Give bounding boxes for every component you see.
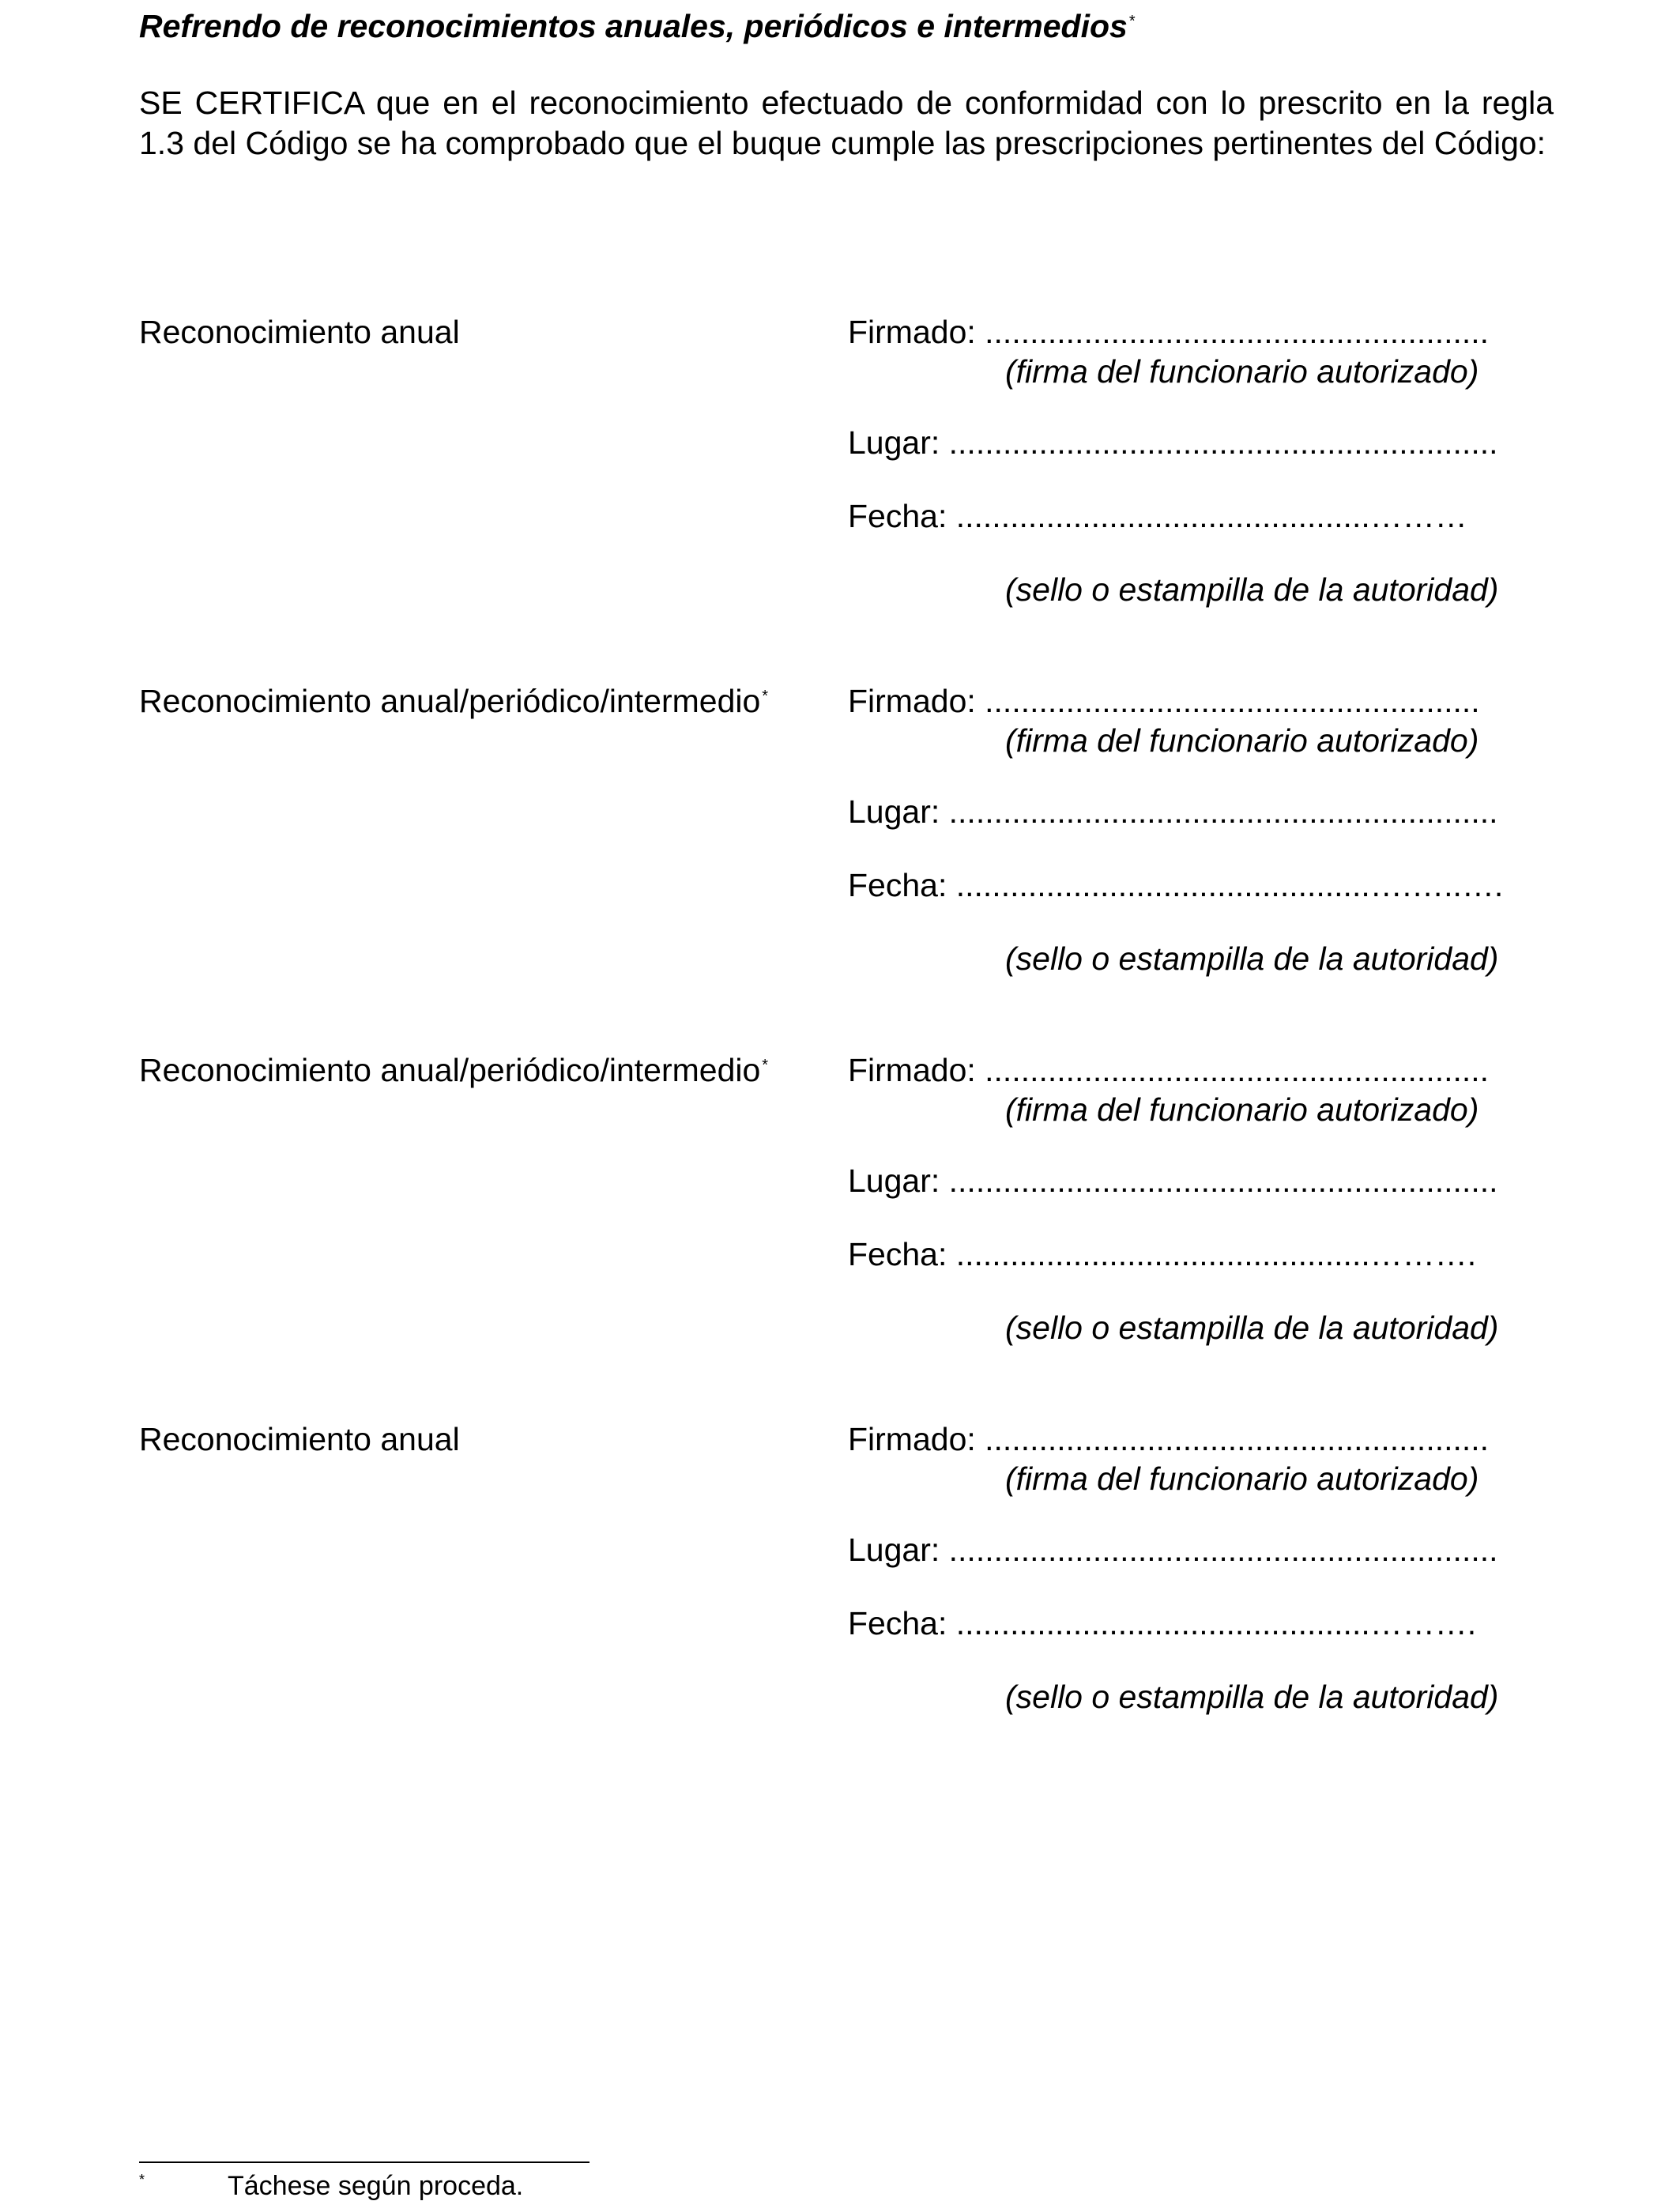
date-field: Fecha: ..............................................………: [848, 498, 1467, 534]
place-field: Lugar: .............................................................: [848, 1163, 1498, 1199]
place-field: Lugar: .............................................................: [848, 424, 1498, 461]
date-field: Fecha: ..............................................……….: [848, 1236, 1477, 1272]
endorsement-section-3: [0, 1050, 1680, 1382]
title-text: Refrendo de reconocimientos anuales, periódicos e intermedios: [139, 8, 1128, 44]
survey-type-label: [139, 681, 768, 721]
signature-caption: (firma del funcionario autorizado): [1005, 1091, 1479, 1128]
footnote: [139, 2171, 771, 2201]
footnote-separator: [139, 2161, 590, 2163]
document-title: [139, 6, 1136, 46]
place-field: Lugar: .............................................................: [848, 1532, 1498, 1568]
survey-type-text: Reconocimiento anual: [139, 314, 460, 350]
place-field: Lugar: .............................................................: [848, 793, 1498, 830]
signature-caption: (firma del funcionario autorizado): [1005, 1460, 1479, 1497]
seal-caption: (sello o estampilla de la autoridad): [1005, 1310, 1499, 1346]
endorsement-section-1: [0, 312, 1680, 644]
endorsement-section-4: [0, 1419, 1680, 1751]
seal-caption: (sello o estampilla de la autoridad): [1005, 940, 1499, 977]
signed-field: Firmado: .......................................................: [848, 683, 1480, 719]
title-footnote-ref: *: [1128, 13, 1136, 30]
footnote-text: Táchese según proceda.: [228, 2171, 524, 2201]
date-field: Fecha: ..............................................……….: [848, 1605, 1477, 1641]
survey-footnote-ref: *: [762, 688, 769, 705]
survey-footnote-ref: *: [762, 1057, 769, 1074]
survey-type-label: [139, 312, 461, 352]
survey-type-text: Reconocimiento anual/periódico/intermedio: [139, 683, 761, 719]
survey-type-label: [139, 1050, 768, 1090]
endorsement-section-2: [0, 681, 1680, 1013]
certification-paragraph: SE CERTIFICA que en el reconocimiento efectuado de conformidad con lo prescrito en la regla 1.3 del Código se ha comprobado que el buque cumple las prescripciones pertinentes del Código:: [139, 85, 1554, 161]
signature-caption: (firma del funcionario autorizado): [1005, 722, 1479, 759]
survey-type-label: [139, 1419, 461, 1459]
footnote-mark: *: [139, 2172, 145, 2188]
signed-field: Firmado: ........................................................: [848, 314, 1490, 350]
seal-caption: (sello o estampilla de la autoridad): [1005, 1679, 1499, 1715]
signed-field: Firmado: ........................................................: [848, 1052, 1490, 1088]
survey-type-text: Reconocimiento anual: [139, 1421, 460, 1457]
survey-type-text: Reconocimiento anual/periódico/intermedio: [139, 1052, 761, 1088]
signed-field: Firmado: ........................................................: [848, 1421, 1490, 1457]
signature-caption: (firma del funcionario autorizado): [1005, 353, 1479, 390]
date-field: Fecha: ..............................................….…..….: [848, 867, 1504, 903]
seal-caption: (sello o estampilla de la autoridad): [1005, 571, 1499, 608]
